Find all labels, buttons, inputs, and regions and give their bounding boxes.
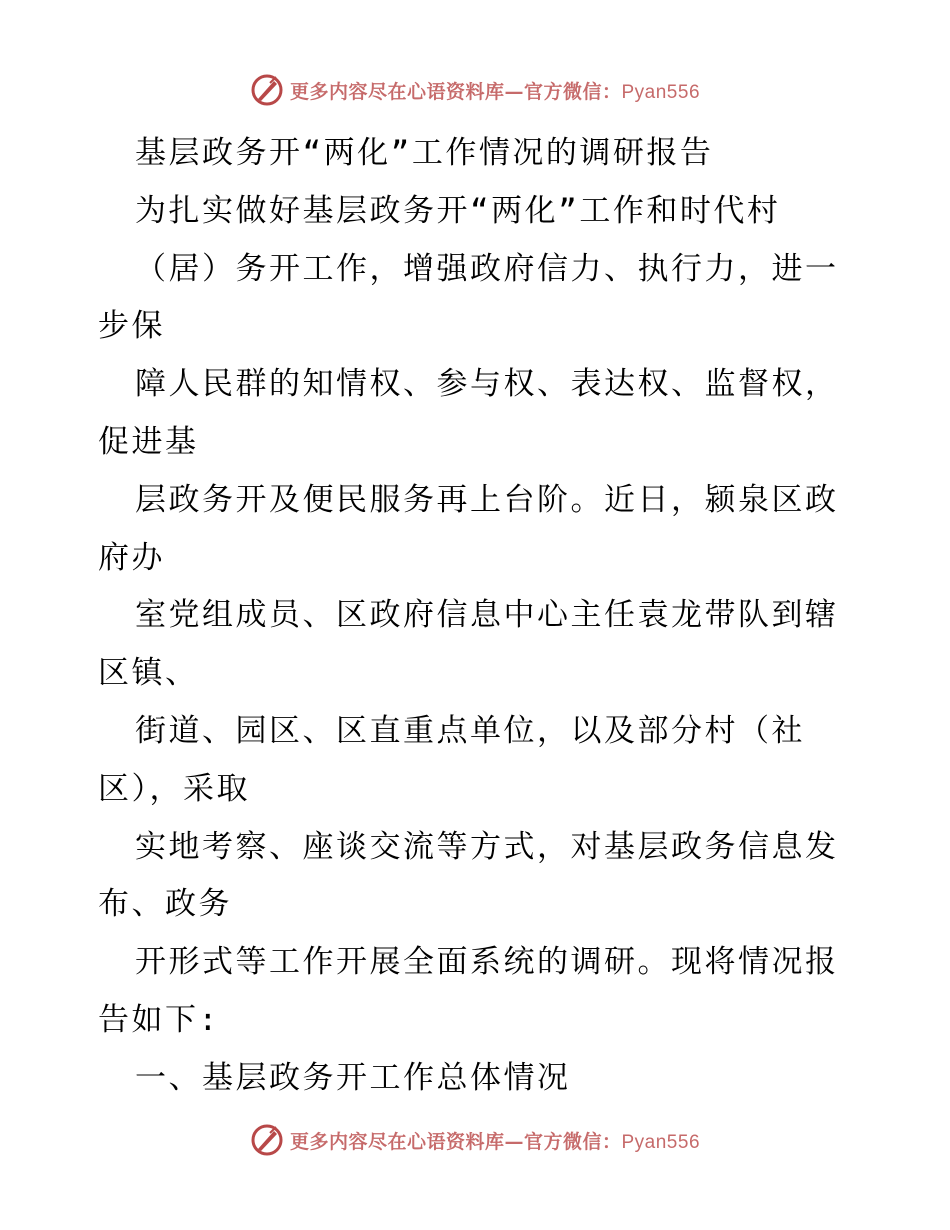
quill-pen-circle-icon [250,73,284,107]
text-line: 障人民群的知情权、参与权、表达权、监督权， [135,366,839,403]
text-line: 开形式等工作开展全面系统的调研。现将情况报 [135,944,839,981]
text-line: 基层政务开“两化”工作情况的调研报告 [135,135,714,171]
quill-pen-circle-icon [250,1123,284,1157]
watermark-banner-top [0,72,950,108]
text-line: 一、基层政务开工作总体情况 [135,1059,571,1096]
text-line: 布、政务 [98,886,232,923]
text-line: 府办 [98,539,165,576]
watermark-banner-bottom [0,1122,950,1158]
text-line: 室党组成员、区政府信息中心主任袁龙带队到辖 [135,597,839,634]
watermark-text: 更多内容尽在心语资料库—官方微信：Pyan556 [289,80,701,103]
text-line: 区），采取 [98,770,250,807]
text-line: 为扎实做好基层政务开“两化”工作和时代村 [135,192,781,229]
text-line: 实地考察、座谈交流等方式，对基层政务信息发 [135,828,839,865]
text-line: 步保 [98,308,165,345]
text-line: 层政务开及便民服务再上台阶。近日，颍泉区政 [135,481,839,518]
text-line: 告如下: [98,1001,220,1038]
text-line: （居）务开工作，增强政府信力、执行力，进一 [135,250,839,287]
text-line: 促进基 [98,423,199,460]
watermark-text: 更多内容尽在心语资料库—官方微信：Pyan556 [289,1130,701,1153]
text-line: 街道、园区、区直重点单位，以及部分村（社 [135,712,805,749]
document-body [98,125,858,1108]
text-line: 区镇、 [98,655,199,692]
